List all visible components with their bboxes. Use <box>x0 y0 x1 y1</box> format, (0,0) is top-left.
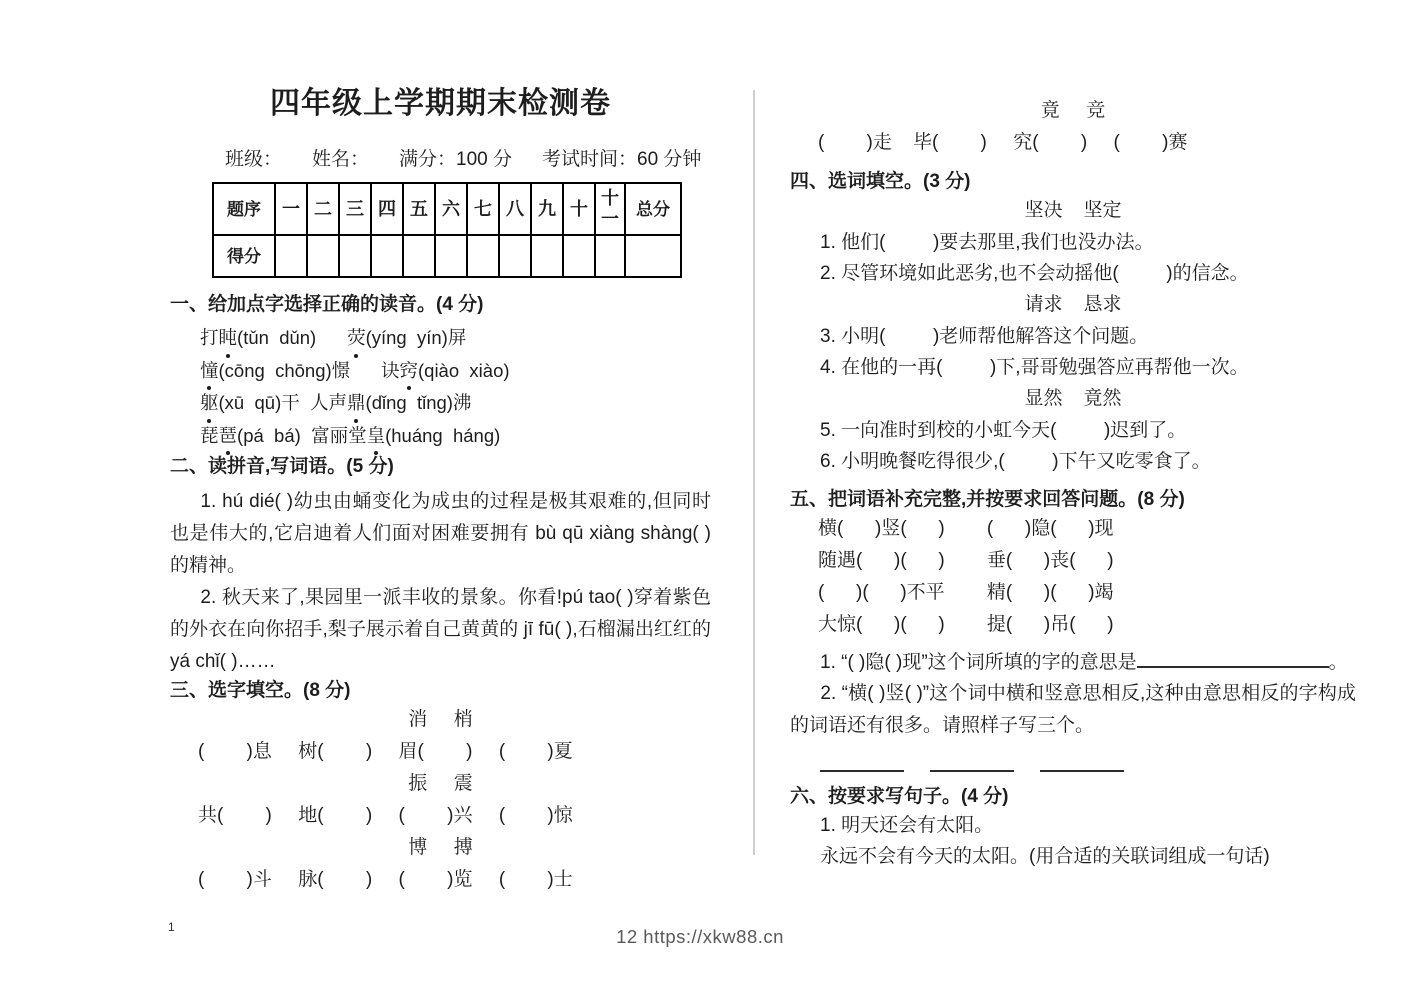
score-cell <box>467 235 499 277</box>
dotted-char: 憧 <box>200 355 219 388</box>
left-column <box>170 84 711 896</box>
question-column: 十 <box>563 183 595 235</box>
score-cell <box>275 235 307 277</box>
question-column: 四 <box>371 183 403 235</box>
class-field-label: 班级： <box>225 149 283 170</box>
score-row <box>213 235 681 277</box>
word-fill-item-2: 2. 尽管环境如此恶劣,也不会动摇他( )的信念。 <box>820 263 1249 284</box>
answer-blanks-row <box>820 760 1356 772</box>
score-cell <box>403 235 435 277</box>
fill-row-1: ( )息 树( ) 眉( ) ( )夏 <box>198 741 573 762</box>
score-table <box>212 182 682 278</box>
score-cell <box>339 235 371 277</box>
question-column: 五 <box>403 183 435 235</box>
score-cell <box>531 235 563 277</box>
section-3-heading: 三、选字填空。(8 分) <box>170 680 351 701</box>
fill-row-2: 共( ) 地( ) ( )兴 ( )惊 <box>198 805 573 826</box>
idiom-question-1 <box>820 647 1356 678</box>
idiom-question-1-period: 。 <box>1328 652 1348 673</box>
dotted-char: 皇 <box>367 420 386 453</box>
word-options-2: 请求 恳求 <box>1024 294 1122 315</box>
word-fill-item-1: 1. 他们( )要去那里,我们也没办法。 <box>820 232 1154 253</box>
idiom-row-4: 大惊( )( ) 提( )吊( ) <box>818 614 1114 635</box>
answer-underline <box>1137 649 1329 668</box>
char-pair-zhen-zhen: 振 震 <box>408 773 473 794</box>
question-column: 六 <box>435 183 467 235</box>
section-5-heading: 五、把词语补充完整,并按要求回答问题。(8 分) <box>790 489 1185 510</box>
question-number-row <box>213 183 681 235</box>
dotted-char: 鼎 <box>347 387 366 420</box>
question-column: 八 <box>499 183 531 235</box>
score-table-row-header: 题序 <box>213 183 275 235</box>
pronunciation-line-3: 躯(xū qū)干 人声鼎(dǐng tǐng)沸 <box>200 387 711 420</box>
question-column: 二 <box>307 183 339 235</box>
fill-row-3: ( )斗 脉( ) ( )览 ( )士 <box>198 869 573 890</box>
sentence-item-1: 1. 明天还会有太阳。 <box>820 815 994 836</box>
dotted-char: 琶 <box>219 420 238 453</box>
idiom-row-3: ( )( )不平 精( )( )竭 <box>818 582 1114 603</box>
answer-blank-3 <box>1040 760 1124 772</box>
score-cell <box>371 235 403 277</box>
word-options-3: 显然 竟然 <box>1024 388 1122 409</box>
idiom-row-1: 横( )竖( ) ( )隐( )现 <box>818 518 1114 539</box>
idiom-question-1-text: 1. “( )隐( )现”这个词所填的字的意思是 <box>820 652 1137 673</box>
word-options-1: 坚决 坚定 <box>1024 200 1122 221</box>
dotted-char: 躯 <box>200 387 219 420</box>
dotted-char: 盹 <box>219 322 238 355</box>
dotted-char: 荧 <box>347 322 366 355</box>
score-cell <box>307 235 339 277</box>
score-cell <box>499 235 531 277</box>
total-score-column: 总分 <box>625 183 681 235</box>
word-fill-item-6: 6. 小明晚餐吃得很少,( )下午又吃零食了。 <box>820 451 1211 472</box>
name-field-label: 姓名： <box>312 149 370 170</box>
dotted-char: 窍 <box>399 355 418 388</box>
exam-title: 四年级上学期期末检测卷 <box>270 87 611 120</box>
question-column: 十一 <box>595 183 625 235</box>
answer-blank-1 <box>820 760 904 772</box>
right-column <box>790 95 1356 872</box>
pinyin-paragraph-1: 1. hú dié( )幼虫由蛹变化为成虫的过程是极其艰难的,但同时也是伟大的,它启迪着人们面对困难要拥有 bù qū xiàng shàng( )的精神。 <box>170 491 711 576</box>
full-score-label: 满分：100 分 <box>399 149 513 170</box>
question-column: 九 <box>531 183 563 235</box>
section-4-heading: 四、选词填空。(3 分) <box>790 171 971 192</box>
pronunciation-line-2: 憧(cōng chōng)憬 诀窍(qiào xiào) <box>200 355 711 388</box>
char-pair-jing-jing: 竟 竞 <box>1040 100 1106 121</box>
exam-info-row <box>225 148 711 172</box>
pronunciation-line-4: 琵琶(pá bá) 富丽堂皇(huáng háng) <box>200 420 711 453</box>
column-divider <box>753 90 755 855</box>
question-column: 三 <box>339 183 371 235</box>
char-pair-xiao-shao: 消 梢 <box>408 709 473 730</box>
answer-blank-2 <box>930 760 1014 772</box>
pronunciation-line-1: 打盹(tǔn dǔn) 荧(yíng yín)屏 <box>200 322 711 355</box>
word-fill-item-4: 4. 在他的一再( )下,哥哥勉强答应再帮他一次。 <box>820 357 1249 378</box>
site-watermark: 12 https://xkw88.cn <box>616 926 784 947</box>
idiom-question-2: 2. “横( )竖( )”这个词中横和竖意思相反,这种由意思相反的字构成的词语还有很多。请照样子写三个。 <box>790 683 1356 736</box>
sentence-item-2: 永远不会有今天的太阳。(用合适的关联词组成一句话) <box>820 846 1270 867</box>
section-2-heading: 二、读拼音,写词语。(5 分) <box>170 456 394 477</box>
section-6-heading: 六、按要求写句子。(4 分) <box>790 786 1009 807</box>
page-number: 1 <box>168 920 175 934</box>
score-cell <box>595 235 625 277</box>
question-column: 一 <box>275 183 307 235</box>
score-cell <box>563 235 595 277</box>
score-cell <box>625 235 681 277</box>
fill-row-4: ( )走 毕( ) 究( ) ( )赛 <box>818 132 1188 153</box>
pinyin-paragraph-2: 2. 秋天来了,果园里一派丰收的景象。你看!pú tao( )穿着紫色的外衣在向你招手,梨子展示着自己黄黄的 jī fū( ),石榴漏出红红的 yá chǐ( )…… <box>170 587 711 672</box>
score-row-header: 得分 <box>213 235 275 277</box>
question-column: 七 <box>467 183 499 235</box>
section-1-heading: 一、给加点字选择正确的读音。(4 分) <box>170 294 484 315</box>
word-fill-item-3: 3. 小明( )老师帮他解答这个问题。 <box>820 326 1149 347</box>
exam-time-label: 考试时间：60 分钟 <box>542 149 702 170</box>
char-pair-bo-bo: 博 搏 <box>408 837 473 858</box>
idiom-row-2: 随遇( )( ) 垂( )丧( ) <box>818 550 1114 571</box>
word-fill-item-5: 5. 一向准时到校的小虹今天( )迟到了。 <box>820 420 1187 441</box>
score-cell <box>435 235 467 277</box>
